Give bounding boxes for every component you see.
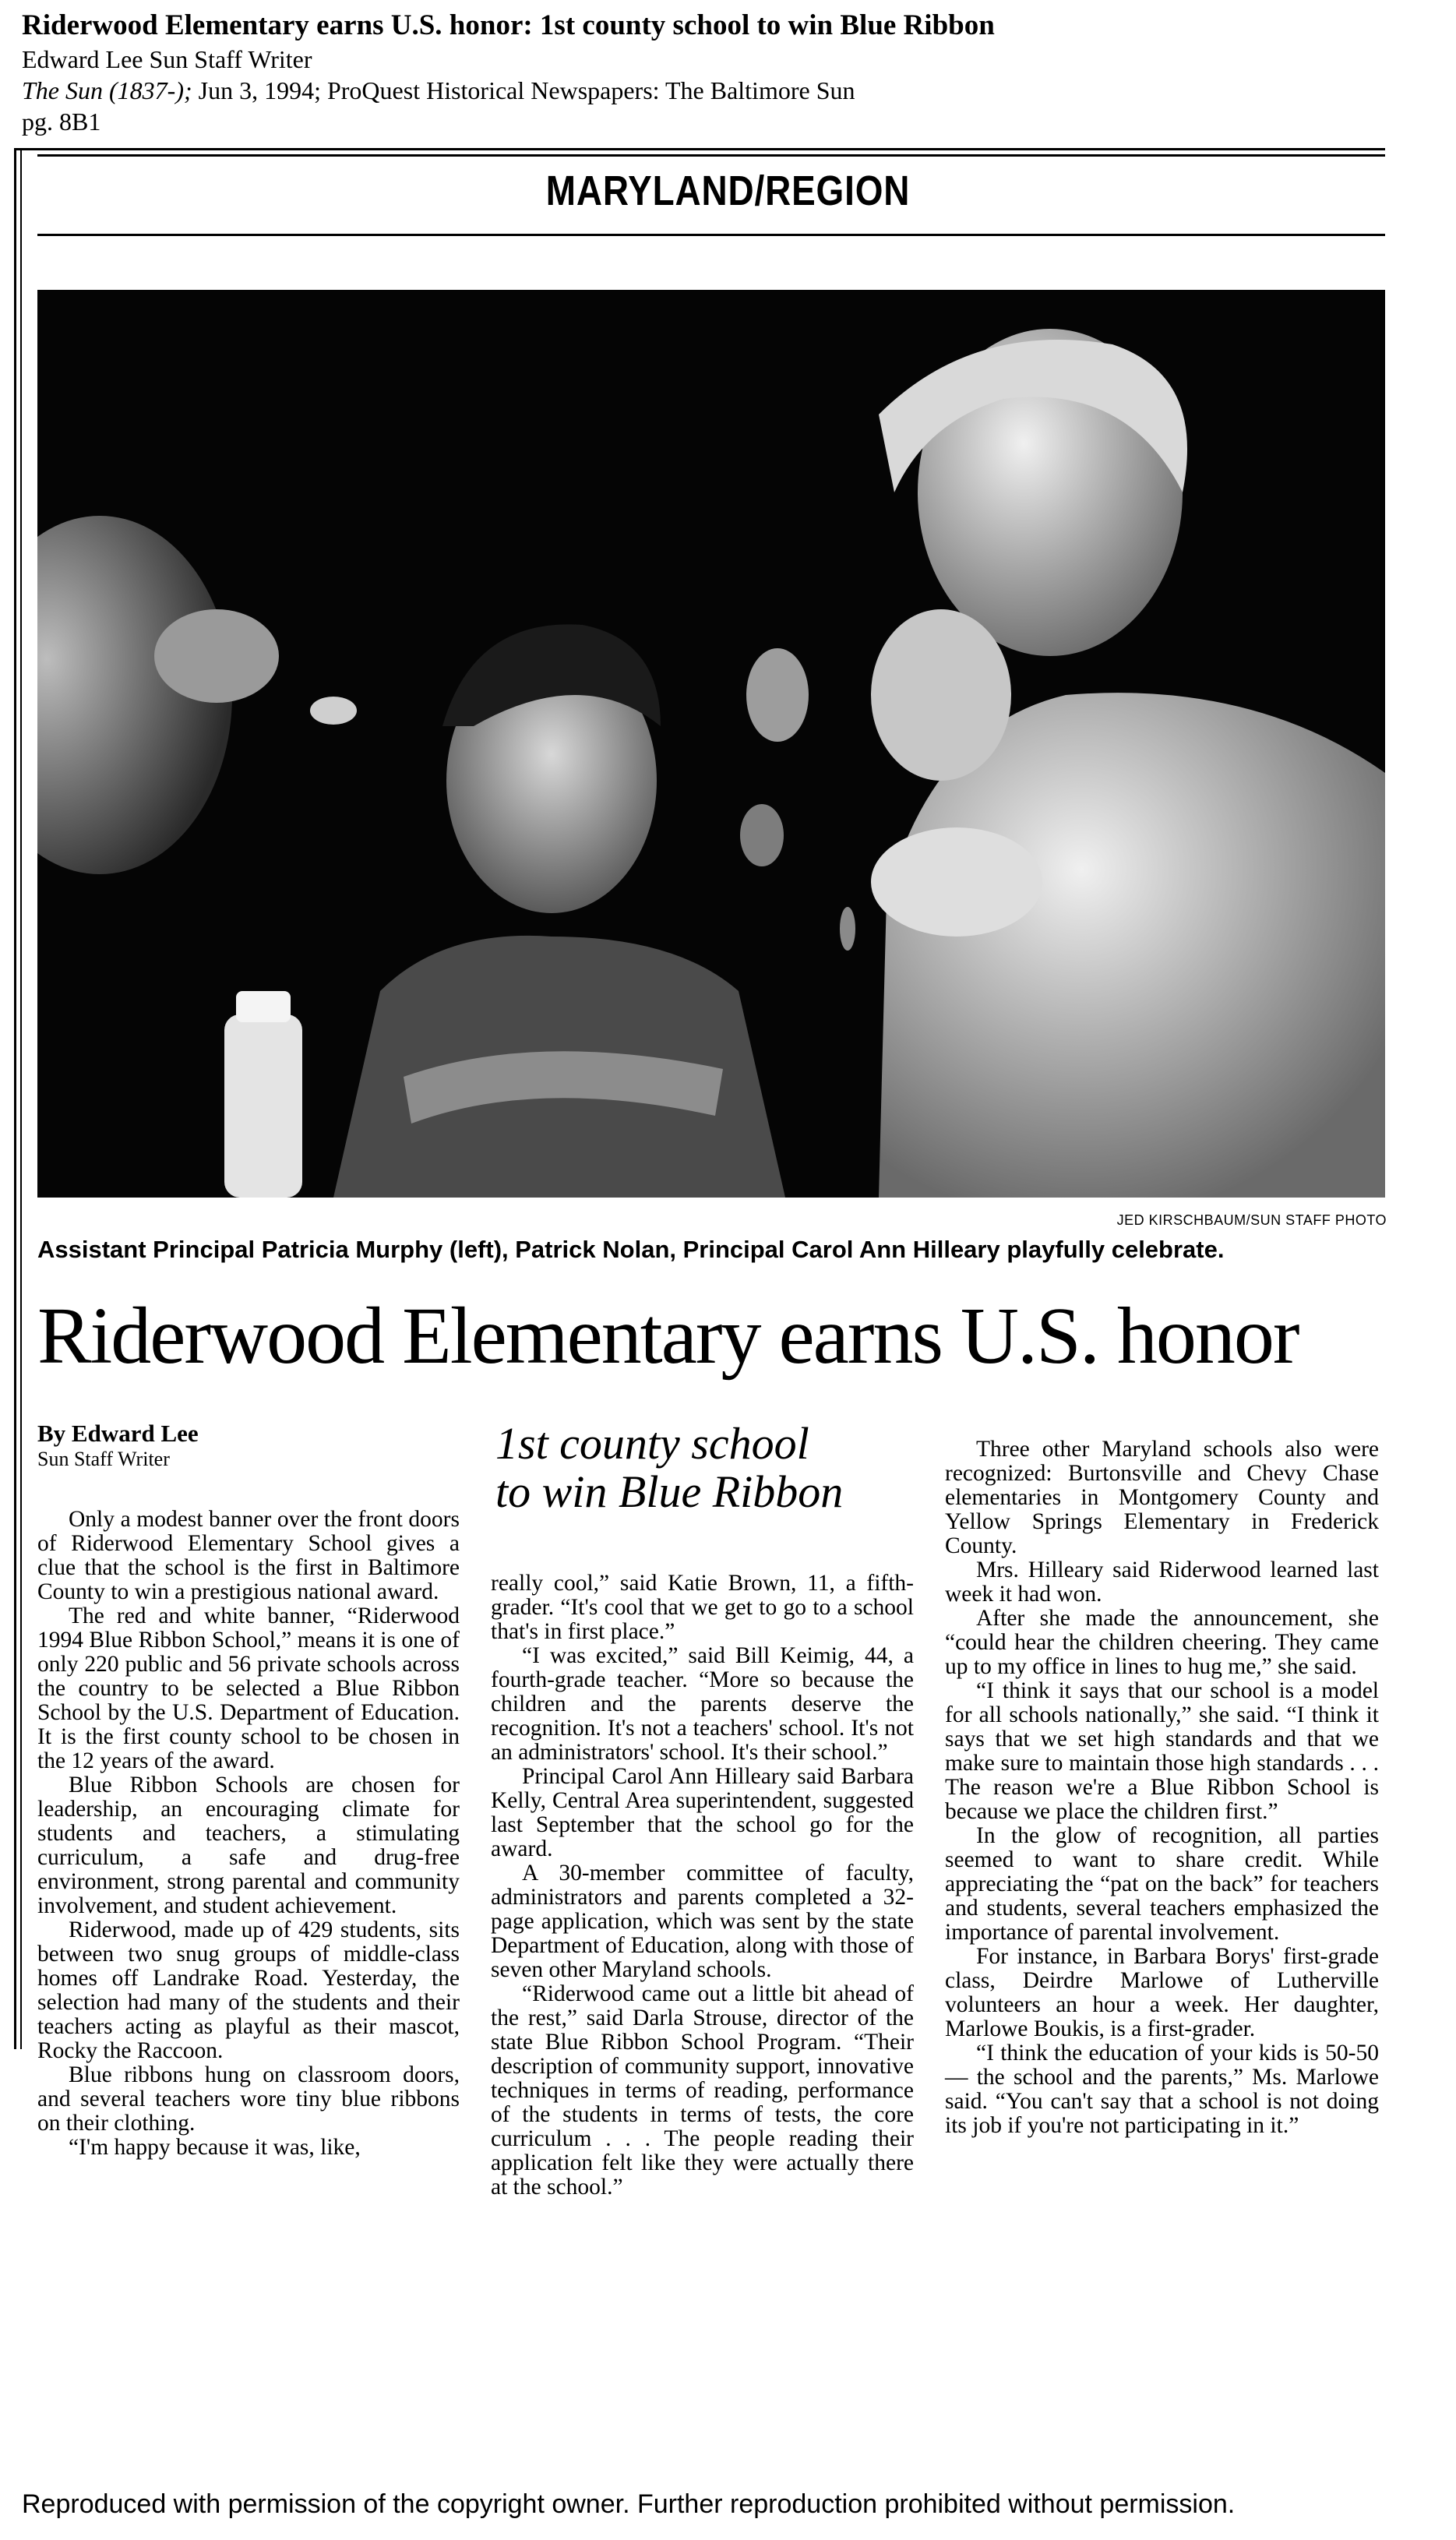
byline: [37, 1420, 442, 1471]
page-border-left: [14, 148, 16, 2049]
column3-paragraph: For instance, in Barbara Borys' first-grade class, Deirdre Marlowe of Lutherville volunteers an hour a week. Her daughter, Marlowe Boukis, is a first-grader.: [945, 1944, 1379, 2041]
article-column-2: [491, 1572, 914, 2200]
citation-source-details: Jun 3, 1994; ProQuest Historical Newspapers: The Baltimore Sun: [192, 76, 855, 104]
citation-source: [22, 75, 1424, 106]
column1-paragraph: The red and white banner, “Riderwood 1994 Blue Ribbon School,” means it is one of only 220 public and 56 private schools across the country to be selected a Blue Ribbon School by the U.S. Department of Education. It is the first county school to be chosen in the 12 years of the award.: [37, 1603, 460, 1773]
column3-paragraph: Mrs. Hilleary said Riderwood learned last week it had won.: [945, 1558, 1379, 1607]
page-top-rule: [14, 148, 1385, 150]
column1-paragraph: Blue ribbons hung on classroom doors, and several teachers wore tiny blue ribbons on their clothing.: [37, 2062, 460, 2136]
column3-paragraph: After she made the announcement, she “could hear the children cheering. They came up to my office in lines to hug me,” she said.: [945, 1606, 1379, 1679]
photo-illustration: [37, 290, 1385, 1198]
column3-paragraph: “I think it says that our school is a model for all schools nationally,” she said. “I think it says that we set high standards and that we make sure to maintain those high standards . . . The reason we're a Blue Ribbon School is because we place the children first.”: [945, 1678, 1379, 1824]
proquest-citation-header: [22, 8, 1424, 137]
photo-credit: JED KIRSCHBAUM/SUN STAFF PHOTO: [1116, 1212, 1387, 1228]
column1-paragraph: “I'm happy because it was, like,: [69, 2135, 361, 2160]
column1-paragraph: Only a modest banner over the front doors of Riderwood Elementary School gives a clue that the school is the first in Baltimore County to win a prestigious national award.: [37, 1507, 460, 1604]
byline-name: By Edward Lee: [37, 1420, 199, 1447]
citation-page: pg. 8B1: [22, 108, 101, 136]
article-column-3: [945, 1438, 1379, 2138]
citation-publication: The Sun (1837-);: [22, 76, 192, 104]
column3-paragraph: Three other Maryland schools also were recognized: Burtonsville and Chevy Chase elementaries in Montgomery County and Yellow Springs Elementary in Frederick County.: [945, 1437, 1379, 1558]
column1-paragraph: Blue Ribbon Schools are chosen for leadership, an encouraging climate for students and teachers, a stimulating curriculum, a safe and drug-free environment, strong parental and community involvement, and student achievement.: [37, 1773, 460, 1918]
section-heading: MARYLAND/REGION: [545, 168, 911, 214]
copyright-footer: Reproduced with permission of the copyright owner. Further reproduction prohibited without permission.: [22, 2489, 1236, 2519]
section-underline: [37, 234, 1385, 236]
column2-paragraph: Principal Carol Ann Hilleary said Barbara Kelly, Central Area superintendent, suggested last September that the school go for the award.: [491, 1764, 914, 1861]
citation-title: Riderwood Elementary earns U.S. honor: 1st county school to win Blue Ribbon: [22, 9, 995, 41]
column2-paragraph: “I was excited,” said Bill Keimig, 44, a fourth-grade teacher. “More so because the children and the parents deserve the recognition. It's not a teachers' school. It's not an administrators' school. It's their school.”: [491, 1643, 914, 1765]
column2-paragraph: really cool,” said Katie Brown, 11, a fifth-grader. “It's cool that we get to go to a school that's in first place.”: [491, 1571, 914, 1644]
article-deck: [495, 1420, 916, 1516]
column1-paragraph: Riderwood, made up of 429 students, sits between two snug groups of middle-class homes off Landrake Road. Yesterday, the selection had many of the students and their teachers acting as playful as their mascot, Rocky the Raccoon.: [37, 1917, 460, 2063]
news-photo: [37, 290, 1385, 1198]
article-column-1: [37, 1508, 460, 2160]
section-top-rule: [37, 154, 1385, 157]
deck-line-2: to win Blue Ribbon: [495, 1466, 844, 1517]
citation-author: Edward Lee Sun Staff Writer: [22, 45, 312, 73]
byline-role: Sun Staff Writer: [37, 1448, 170, 1470]
deck-line-1: 1st county school: [495, 1418, 809, 1469]
column2-paragraph: A 30-member committee of faculty, administrators and parents completed a 32-page application, which was sent by the state Department of Education, along with those of seven other Maryland schools.: [491, 1861, 914, 1982]
photo-caption: Assistant Principal Patricia Murphy (left), Patrick Nolan, Principal Carol Ann Hilleary playfully celebrate.: [37, 1236, 1225, 1263]
article-headline: Riderwood Elementary earns U.S. honor: [37, 1291, 1299, 1381]
column3-paragraph: “I think the education of your kids is 50-50 — the school and the parents,” Ms. Marlowe said. “You can't say that a school is not doing its job if you're not participating in it.”: [945, 2041, 1379, 2138]
column2-paragraph: “Riderwood came out a little bit ahead of the rest,” said Darla Strouse, director of the state Blue Ribbon School Program. “Their description of community support, innovative techniques in terms of reading, performance of the students in terms of tests, the core curriculum . . . The people reading their application felt like they were actually there at the school.”: [491, 1981, 914, 2200]
page-border-left-inner: [20, 148, 22, 2049]
bottle-shape: [224, 1014, 302, 1198]
column3-paragraph: In the glow of recognition, all parties seemed to want to share credit. While appreciating the “pat on the back” for teachers and students, several teachers emphasized the importance of parental involvement.: [945, 1823, 1379, 1945]
